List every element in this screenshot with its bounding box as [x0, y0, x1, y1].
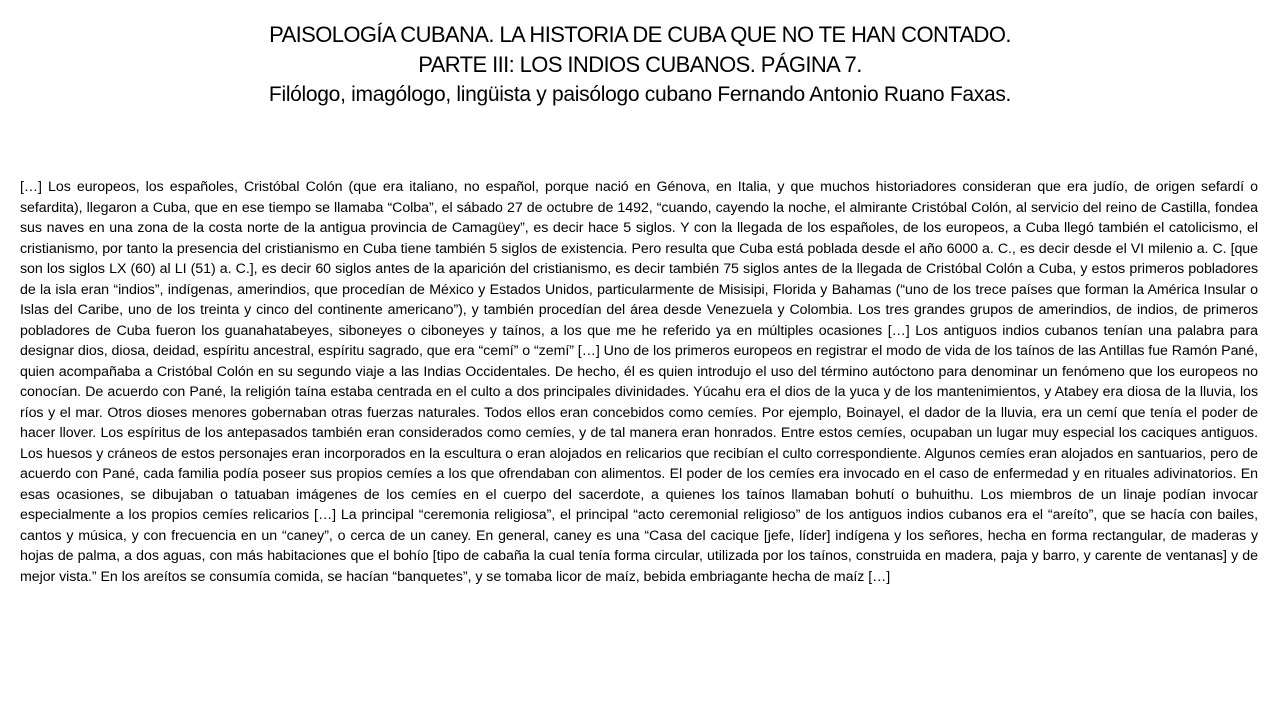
author-line: Filólogo, imagólogo, lingüista y paisólogo cubano Fernando Antonio Ruano Faxas. [268, 83, 1012, 106]
page-subtitle: PARTE III: LOS INDIOS CUBANOS. PÁGINA 7. [418, 52, 862, 77]
title-block [40, 20, 1240, 110]
page-title: PAISOLOGÍA CUBANA. LA HISTORIA DE CUBA QUE NO TE HAN CONTADO. [269, 22, 1011, 47]
body-paragraph: […] Los europeos, los españoles, Cristóbal Colón (que era italiano, no español, porque nació en Génova, en Italia, y que muchos historiadores consideran que era judío, de origen sefardí o sefardita), llegaron a Cuba, que en ese tiempo se llamaba “Colba”, el sábado 27 de octubre de 1492, “cuando, cayendo la noche, el almirante Cristóbal Colón, al servicio del reino de Castilla, fondea sus naves en una zona de la costa norte de la antigua provincia de Camagüey”, es decir hace 5 siglos. Y con la llegada de los españoles, de los europeos, a Cuba llegó también el catolicismo, el cristianismo, por tanto la presencia del cristianismo en Cuba tiene también 5 siglos de existencia. Pero resulta que Cuba está poblada desde el año 6000 a. C., es decir desde el VI milenio a. C. [que son los siglos LX (60) al LI (51) a. C.], es decir 60 siglos antes de la aparición del cristianismo, es decir también 75 siglos antes de la llegada de Cristóbal Colón a Cuba, y estos primeros pobladores de la isla eran “indios”, indígenas, amerindios, que procedían de México y Estados Unidos, particularmente de Misisipi, Florida y Bahamas (“uno de los trece países que forman la América Insular o Islas del Caribe, uno de los treinta y cinco del continente americano”), y también procedían del área desde Venezuela y Colombia. Los tres grandes grupos de amerindios, de indios, de primeros pobladores de Cuba fueron los guanahatabeyes, siboneyes o ciboneyes y taínos, a los que me he referido ya en múltiples ocasiones […] Los antiguos indios cubanos tenían una palabra para designar dios, diosa, deidad, espíritu ancestral, espíritu sagrado, que era “cemí” o “zemí” […] Uno de los primeros europeos en registrar el modo de vida de los taínos de las Antillas fue Ramón Pané, quien acompañaba a Cristóbal Colón en su segundo viaje a las Indias Occidentales. De hecho, él es quien introdujo el uso del término autóctono para denominar un fenómeno que los europeos no conocían. De acuerdo con Pané, la religión taína estaba centrada en el culto a dos principales divinidades. Yúcahu era el dios de la yuca y de los mantenimientos, y Atabey era diosa de la lluvia, los ríos y el mar. Otros dioses menores gobernaban otras fuerzas naturales. Todos ellos eran concebidos como cemíes. Por ejemplo, Boinayel, el dador de la lluvia, era un cemí que tenía el poder de hacer llover. Los espíritus de los antepasados también eran considerados como cemíes, y de tal manera eran honrados. Entre estos cemíes, ocupaban un lugar muy especial los caciques antiguos. Los huesos y cráneos de estos personajes eran incorporados en la escultura o eran alojados en relicarios que recibían el culto correspondiente. Algunos cemíes eran alojados en santuarios, pero de acuerdo con Pané, cada familia podía poseer sus propios cemíes a los que ofrendaban con alimentos. El poder de los cemíes era invocado en el caso de enfermedad y en rituales adivinatorios. En esas ocasiones, se dibujaban o tatuaban imágenes de los cemíes en el cuerpo del sacerdote, a quienes los taínos llamaban bohutí o buhuithu. Los miembros de un linaje podían invocar especialmente a los propios cemíes relicarios […] La principal “ceremonia religiosa”, el principal “acto ceremonial religioso” de los antiguos indios cubanos era el “areíto”, que se hacía con bailes, cantos y música, y con frecuencia en un “caney”, o cerca de un caney. En general, caney es una “Casa del cacique [jefe, líder] indígena y los señores, hecha en forma rectangular, de maderas y hojas de palma, a dos aguas, con más habitaciones que el bohío [tipo de cabaña la cual tenía forma circular, utilizada por los taínos, construida en madera, paja y barro, y carente de ventanas] y de mejor vista.” En los areítos se consumía comida, se hacían “banquetes”, y se tomaba licor de maíz, bebida embriagante hecha de maíz […] [20, 179, 1258, 585]
